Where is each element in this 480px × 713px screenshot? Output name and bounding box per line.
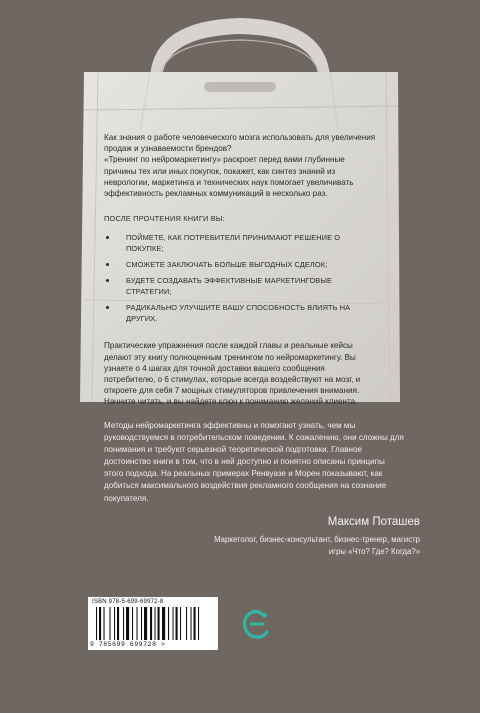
review-quote: Методы нейромаркетинга эффективны и помогают узнать, чем мы руководствуемся в потребительском поведении. К сожалению, они сложны для понимания и требуют серьезной теоретической подготовки. Главное достоинство книги в том, что в ней доступно и понятно описаны принципы этого подхода. На реальных примерах Ренвуазе и Морен показывают, как добиться максимального воздействия рекламного сообщения на сознание покупателя. (104, 421, 404, 503)
list-item: РАДИКАЛЬНО УЛУЧШИТЕ ВАШУ СПОСОБНОСТЬ ВЛИЯТЬ НА ДРУГИХ. (104, 302, 378, 324)
list-item: ПОЙМЕТЕ, КАК ПОТРЕБИТЕЛИ ПРИНИМАЮТ РЕШЕНИЕ О ПОКУПКЕ; (104, 232, 378, 254)
bullet-dot-icon (106, 306, 109, 309)
author-role: Маркетолог, бизнес-консультант, бизнес-тренер, магистр игры «Что? Где? Когда?» (214, 535, 420, 556)
eksmo-e-logo-icon (243, 607, 270, 639)
list-item: БУДЕТЕ СОЗДАВАТЬ ЭФФЕКТИВНЫЕ МАРКЕТИНГОВЫЕ СТРАТЕГИИ; (104, 275, 378, 297)
author-name: Максим Поташев (327, 516, 420, 528)
bag-text-block (104, 132, 378, 408)
bullet-dot-icon (106, 279, 109, 282)
bullet-dot-icon (106, 263, 109, 266)
intro-question: Как знания о работе человеческого мозга использовать для увеличения продаж и узнаваемости брендов? (104, 133, 376, 154)
isbn-label: ISBN 978-5-699-69972-8 (92, 599, 164, 605)
barcode (88, 597, 218, 650)
ean-number: 9 785699 699728 > (90, 641, 166, 648)
bullet-dot-icon (106, 236, 109, 239)
practice-paragraph: Практические упражнения после каждой главы и реальные кейсы делают эту книгу полноценным тренингом по нейромаркетингу. Вы узнаете о 4 шагах для точной доставки вашего сообщения потребителю, о 6 стимулах, которые всегда воздействуют на мозг, и откроете для себя 7 мощных стимуляторов привлечения внимания. Начните читать, и вы найдете ключ к пониманию желаний клиента. (104, 341, 361, 407)
intro-description: «Тренинг по нейромаркетингу» раскроет перед вами глубинные причины тех или иных покупок, покажет, как синтез знаний из неврологии, маркетинга и технических наук помогает увеличивать эффективность рекламных коммуникаций в несколько раз. (104, 155, 354, 199)
list-item: СМОЖЕТЕ ЗАКЛЮЧАТЬ БОЛЬШЕ ВЫГОДНЫХ СДЕЛОК; (104, 259, 378, 270)
benefits-list (104, 232, 378, 324)
after-reading-title: ПОСЛЕ ПРОЧТЕНИЯ КНИГИ ВЫ: (104, 214, 225, 224)
